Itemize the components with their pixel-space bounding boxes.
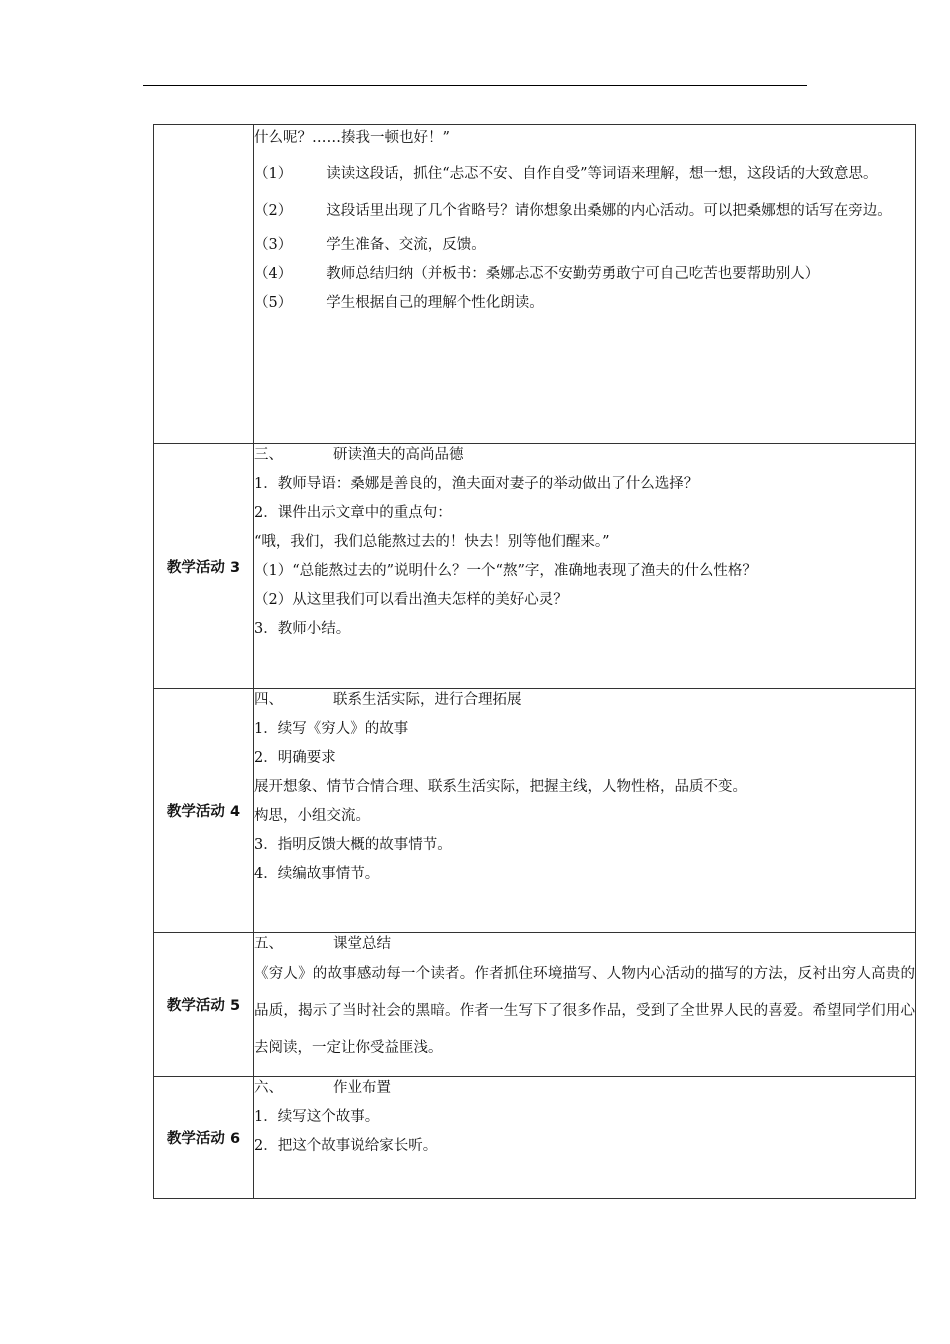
activity-content-cell — [254, 125, 916, 444]
activity-label-cell: 教学活动 6 — [154, 1077, 254, 1199]
activity-content-cell — [254, 933, 916, 1077]
list-item: 1．续写《穷人》的故事 — [254, 721, 409, 737]
list-item: 2．把这个故事说给家长听。 — [254, 1138, 438, 1154]
list-item: 3．教师小结。 — [254, 621, 351, 637]
table-row-continuation — [154, 125, 916, 444]
section-heading: 五、 课堂总结 — [254, 936, 391, 952]
activity-label-cell: 教学活动 3 — [154, 444, 254, 689]
section-heading: 三、 研读渔夫的高尚品德 — [254, 447, 464, 463]
activity-content-cell — [254, 1077, 916, 1199]
table-row-activity-5 — [154, 933, 916, 1077]
section-heading: 六、 作业布置 — [254, 1080, 391, 1096]
table-row-activity-4 — [154, 689, 916, 933]
summary-paragraph: 《穷人》的故事感动每一个读者。作者抓住环境描写、人物内心活动的描写的方法，反衬出穷人高贵的品质，揭示了当时社会的黑暗。作者一生写下了很多作品，受到了全世界人民的喜爱。希望同学们用心去阅读，一定让你受益匪浅。 — [254, 966, 915, 1056]
list-item: （2）从这里我们可以看出渔夫怎样的美好心灵？ — [254, 592, 568, 608]
list-item: （5） 学生根据自己的理解个性化朗读。 — [254, 295, 544, 311]
activity-label-cell: 教学活动 5 — [154, 933, 254, 1077]
activity-content-cell — [254, 444, 916, 689]
list-item: （2） 这段话里出现了几个省略号？请你想象出桑娜的内心活动。可以把桑娜想的话写在旁边。 — [254, 203, 892, 219]
list-item: （1）“总能熬过去的”说明什么？一个“熬”字，准确地表现了渔夫的什么性格？ — [254, 563, 757, 579]
list-item: 1．续写这个故事。 — [254, 1109, 380, 1125]
list-item: 展开想象、情节合情合理、联系生活实际，把握主线，人物性格，品质不变。 — [254, 779, 747, 795]
list-item: 2．课件出示文章中的重点句： — [254, 505, 452, 521]
list-item: 4．续编故事情节。 — [254, 866, 380, 882]
list-item: （3） 学生准备、交流，反馈。 — [254, 237, 486, 253]
list-item: 3．指明反馈大概的故事情节。 — [254, 837, 452, 853]
list-item: “哦，我们，我们总能熬过去的！快去！别等他们醒来。” — [254, 534, 610, 550]
section-heading: 四、 联系生活实际，进行合理拓展 — [254, 692, 522, 708]
lesson-plan-table — [153, 124, 916, 1199]
table-row-activity-3 — [154, 444, 916, 689]
activity-label-cell — [154, 125, 254, 444]
list-item: 构思，小组交流。 — [254, 808, 370, 824]
list-item: （1） 读读这段话，抓住“忐忑不安、自作自受”等词语来理解，想一想，这段话的大致意思。 — [254, 166, 878, 182]
list-item: 2．明确要求 — [254, 750, 336, 766]
activity-label-cell: 教学活动 4 — [154, 689, 254, 933]
text-line: 什么呢？……揍我一顿也好！” — [254, 130, 450, 146]
table-row-activity-6 — [154, 1077, 916, 1199]
list-item: 1．教师导语：桑娜是善良的，渔夫面对妻子的举动做出了什么选择？ — [254, 476, 699, 492]
activity-content-cell — [254, 689, 916, 933]
list-item: （4） 教师总结归纳（并板书：桑娜忐忑不安勤劳勇敢宁可自己吃苦也要帮助别人） — [254, 266, 820, 282]
header-rule — [143, 85, 807, 86]
